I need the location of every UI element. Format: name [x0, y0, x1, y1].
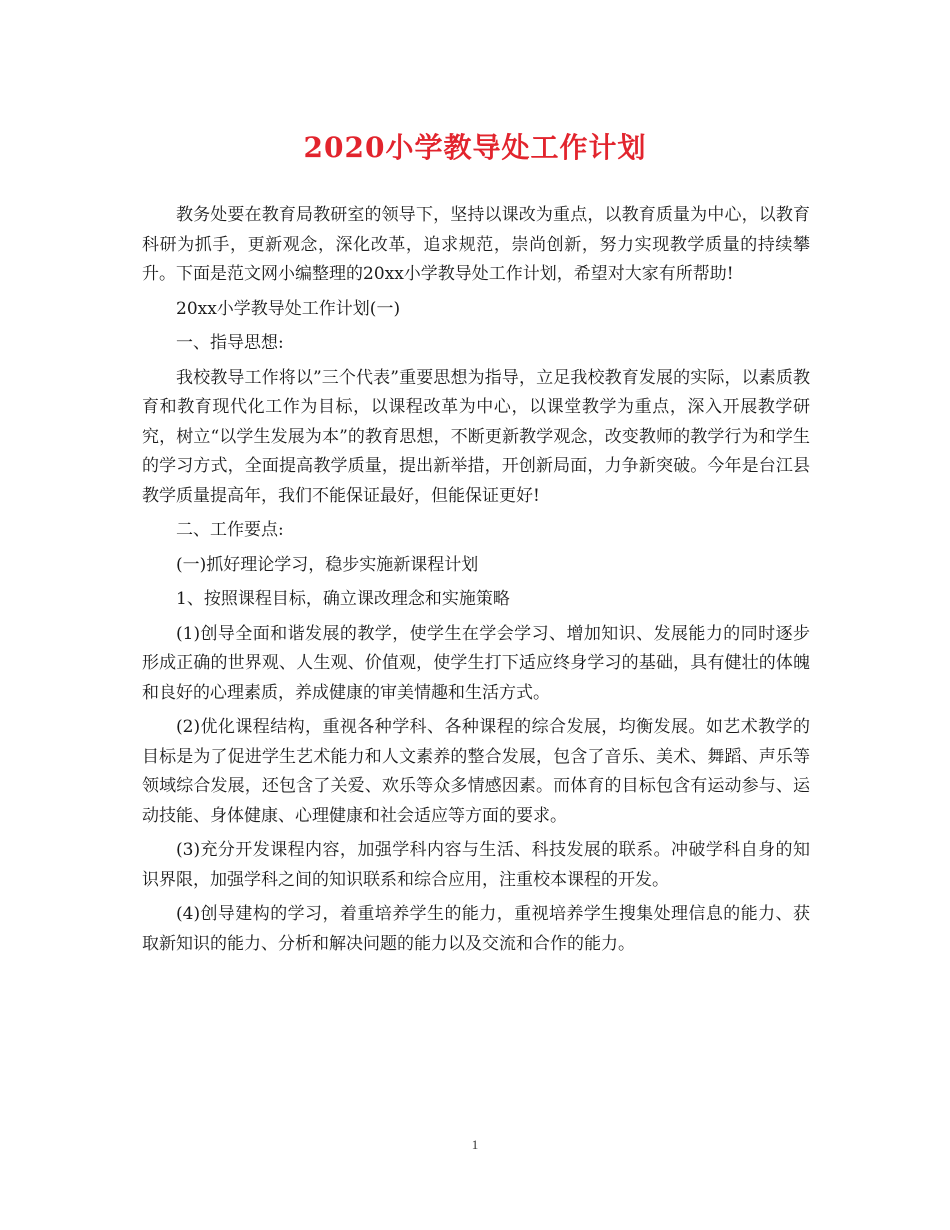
paragraph-section-work-points: 二、工作要点: — [176, 520, 284, 540]
paragraph-point-2: (2)优化课程结构，重视各种学科、各种课程的综合发展，均衡发展。如艺术教学的目标是为了促进学生艺术能力和人文素养的整合发展，包含了音乐、美术、舞蹈、声乐等领域综合发展，还包含了关爱、欢乐等众多情感因素。而体育的目标包含有运动参与、运动技能、身体健康、心理健康和社会适应等方面的要求。 — [142, 717, 810, 826]
page-number: 1 — [471, 1137, 479, 1152]
paragraph-intro: 教务处要在教育局教研室的领导下，坚持以课改为重点，以教育质量为中心，以教育科研为抓手，更新观念，深化改革，追求规范，崇尚创新，努力实现教学质量的持续攀升。下面是范文网小编整理的20xx小学教导处工作计划，希望对大家有所帮助! — [142, 205, 810, 284]
document-title: 2020小学教导处工作计划 — [303, 131, 647, 164]
paragraph-point-1: (1)创导全面和谐发展的教学，使学生在学会学习、增加知识、发展能力的同时逐步形成正确的世界观、人生观、价值观，使学生打下适应终身学习的基础，具有健壮的体魄和良好的心理素质，养成健康的审美情趣和生活方式。 — [142, 623, 810, 703]
paragraph-point-4: (4)创导建构的学习，着重培养学生的能力，重视培养学生搜集处理信息的能力、获取新知识的能力、分析和解决问题的能力以及交流和合作的能力。 — [142, 904, 810, 954]
paragraph-section-guiding-ideology: 一、指导思想: — [176, 333, 284, 353]
paragraph-subsection-theory-study: (一)抓好理论学习，稳步实施新课程计划 — [176, 554, 479, 575]
paragraph-point-3: (3)充分开发课程内容，加强学科内容与生活、科技发展的联系。冲破学科自身的知识界限，加强学科之间的知识联系和综合应用，注重校本课程的开发。 — [142, 840, 810, 890]
paragraph-item-curriculum-goals: 1、按照课程目标，确立课改理念和实施策略 — [176, 589, 510, 609]
paragraph-guiding-ideology-text: 我校教导工作将以”三个代表”重要思想为指导，立足我校教育发展的实际，以素质教育和教育现代化工作为目标，以课程改革为中心，以课堂教学为重点，深入开展教学研究，树立“以学生发展为本”的教育思想，不断更新教学观念，改变教师的教学行为和学生的学习方式，全面提高教学质量，提出新举措，开创新局面，力争新突破。今年是台江县教学质量提高年，我们不能保证最好，但能保证更好! — [142, 367, 810, 506]
document-body — [142, 201, 810, 964]
paragraph-plan-heading: 20xx小学教导处工作计划(一) — [176, 298, 401, 319]
